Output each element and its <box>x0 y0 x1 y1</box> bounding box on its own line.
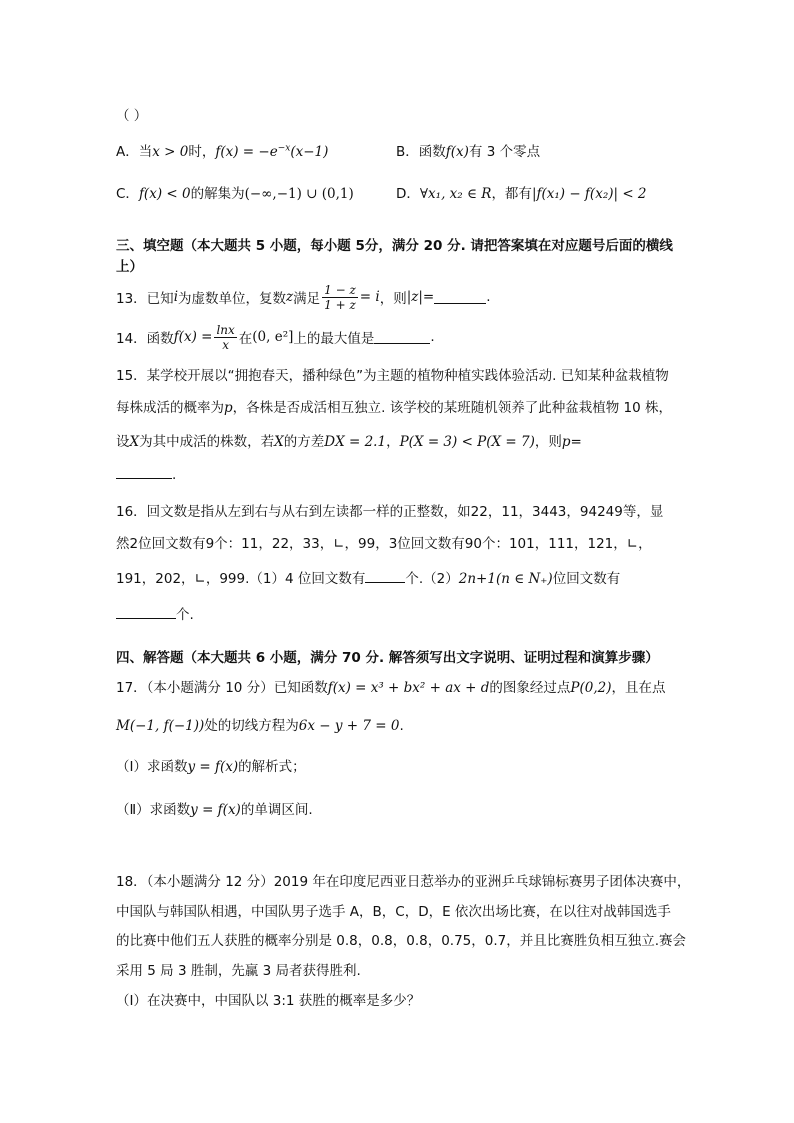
question-16-line-2: 然2位回文数有9个：11，22，33，∟，99，3位回文数有90个：101，111，121，∟， <box>116 536 652 552</box>
fraction: $\frac{1 - z}{1 + z}$ <box>324 282 356 312</box>
question-16-line-4: 个. <box>116 603 194 623</box>
question-18-line-4: 采用 5 局 3 胜制，先赢 3 局者获得胜利. <box>116 963 361 979</box>
question-14: 14．函数 f(x) = $\frac{\ln x}{x}$ 在 (0, e²] 上的最大值是 . <box>116 322 435 352</box>
question-18-part-1: （Ⅰ）在决赛中，中国队以 3:1 获胜的概率是多少？ <box>116 993 421 1009</box>
question-paren: （ ） <box>116 108 148 124</box>
question-17-line-2: M(−1, f(−1))处的切线方程为6x − y + 7 = 0. <box>116 718 404 734</box>
question-16-line-3: 191，202，∟，999.（1）4 位回文数有 个.（2）2n+1(n ∈ N₊)位回文数有 <box>116 571 621 587</box>
question-16-line-1: 16．回文数是指从左到右与从右到左读都一样的正整数，如22，11，3443，94249等，显 <box>116 504 664 520</box>
question-15-line-1: 15．某学校开展以“拥抱春天，播种绿色”为主题的植物种植实践体验活动. 已知某种盆栽植物 <box>116 368 669 384</box>
question-17-part-1: （Ⅰ）求函数y = f(x)的解析式； <box>116 759 306 775</box>
answer-blank[interactable] <box>374 331 430 344</box>
option-d: D．∀x₁, x₂ ∈ R，都有|f(x₁) − f(x₂)| < 2 <box>396 186 647 202</box>
answer-blank[interactable] <box>116 466 172 479</box>
fraction: $\frac{\ln x}{x}$ <box>216 322 235 352</box>
question-15-line-2: 每株成活的概率为p，各株是否成活相互独立. 该学校的某班随机领养了此种盆栽植物 10 株， <box>116 400 672 416</box>
question-13: 13．已知 i 为虚数单位，复数 z 满足 $\frac{1 - z}{1 + z}$ = i ，则 |z| = . <box>116 282 491 312</box>
section-three-heading: 三、填空题（本大题共 5 小题，每小题 5分，满分 20 分. 请把答案填在对应题号后面的横线 <box>116 238 673 254</box>
option-a: A．当x > 0时，$f(x) = -e^{-x}(x-1)$ <box>116 143 329 160</box>
option-c: C．f(x) < 0的解集为(−∞,−1) ∪ (0,1) <box>116 186 354 202</box>
section-four-heading: 四、解答题（本大题共 6 小题，满分 70 分. 解答须写出文字说明、证明过程和演算步骤） <box>116 650 659 666</box>
answer-blank[interactable] <box>116 606 176 619</box>
question-17-line-1: 17．（本小题满分 10 分）已知函数f(x) = x³ + bx² + ax + d的图象经过点P(0,2)，且在点 <box>116 680 666 696</box>
question-18-line-2: 中国队与韩国队相遇，中国队男子选手 A，B，C，D，E 依次出场比赛，在以往对战韩国选手 <box>116 904 671 920</box>
answer-blank[interactable] <box>434 291 486 304</box>
question-18-line-1: 18．（本小题满分 12 分）2019 年在印度尼西亚日惹举办的亚洲乒乓球锦标赛男子团体决赛中， <box>116 874 691 890</box>
question-15-line-3: 设X为其中成活的株数，若X的方差DX = 2.1，P(X = 3) < P(X = 7)，则p= <box>116 434 582 450</box>
section-three-heading-cont: 上） <box>116 259 143 275</box>
option-b: B．函数f(x)有 3 个零点 <box>396 144 541 160</box>
question-15-line-4: . <box>116 466 176 483</box>
question-18-line-3: 的比赛中他们五人获胜的概率分别是 0.8，0.8，0.8，0.75，0.7，并且比赛胜负相互独立.赛会 <box>116 933 687 949</box>
question-17-part-2: （Ⅱ）求函数y = f(x)的单调区间. <box>116 802 313 818</box>
answer-blank[interactable] <box>365 570 405 583</box>
